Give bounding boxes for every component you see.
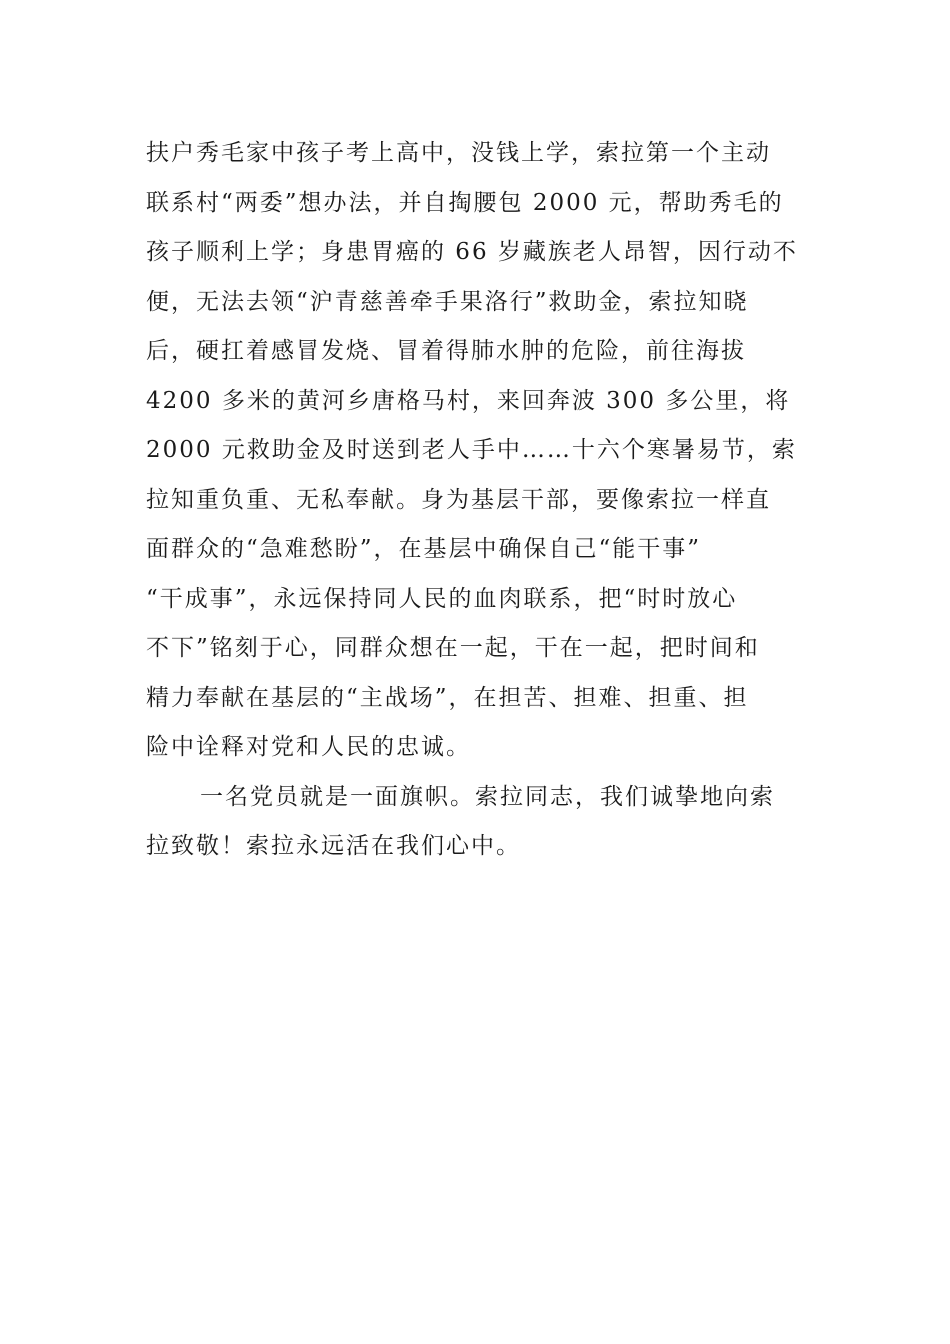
text-line: 精力奉献在基层的“主战场”，在担苦、担难、担重、担 <box>146 684 749 711</box>
text-line: 面群众的“急难愁盼”，在基层中确保自己“能干事” <box>146 536 702 562</box>
text-line: 便，无法去领“沪青慈善牵手果洛行”救助金，索拉知晓 <box>146 288 749 315</box>
text-line: 2000 元救助金及时送到老人手中……十六个寒暑易节，索 <box>146 437 797 463</box>
text-line: 拉致敬！索拉永远活在我们心中。 <box>146 833 521 859</box>
text-line: 后，硬扛着感冒发烧、冒着得肺水肿的危险，前往海拔 <box>146 338 746 364</box>
text-line: 拉知重负重、无私奉献。身为基层干部，要像索拉一样直 <box>146 486 771 513</box>
paragraph-2 <box>146 773 794 872</box>
text-line: 一名党员就是一面旗帜。索拉同志，我们诚挚地向索 <box>200 783 775 810</box>
text-line: 孩子顺利上学；身患胃癌的 66 岁藏族老人昂智，因行动不 <box>146 239 798 265</box>
text-line: 险中诠释对党和人民的忠诚。 <box>146 734 471 760</box>
text-line: 扶户秀毛家中孩子考上高中，没钱上学，索拉第一个主动 <box>146 140 771 166</box>
document-body <box>146 129 798 872</box>
paragraph-1 <box>146 129 798 773</box>
text-line: “干成事”，永远保持同人民的血肉联系，把“时时放心 <box>146 585 738 612</box>
text-line: 联系村“两委”想办法，并自掏腰包 2000 元，帮助秀毛的 <box>146 189 784 216</box>
text-line: 4200 多米的黄河乡唐格马村，来回奔波 300 多公里，将 <box>146 387 791 414</box>
text-line: 不下”铭刻于心，同群众想在一起，干在一起，把时间和 <box>146 635 760 661</box>
